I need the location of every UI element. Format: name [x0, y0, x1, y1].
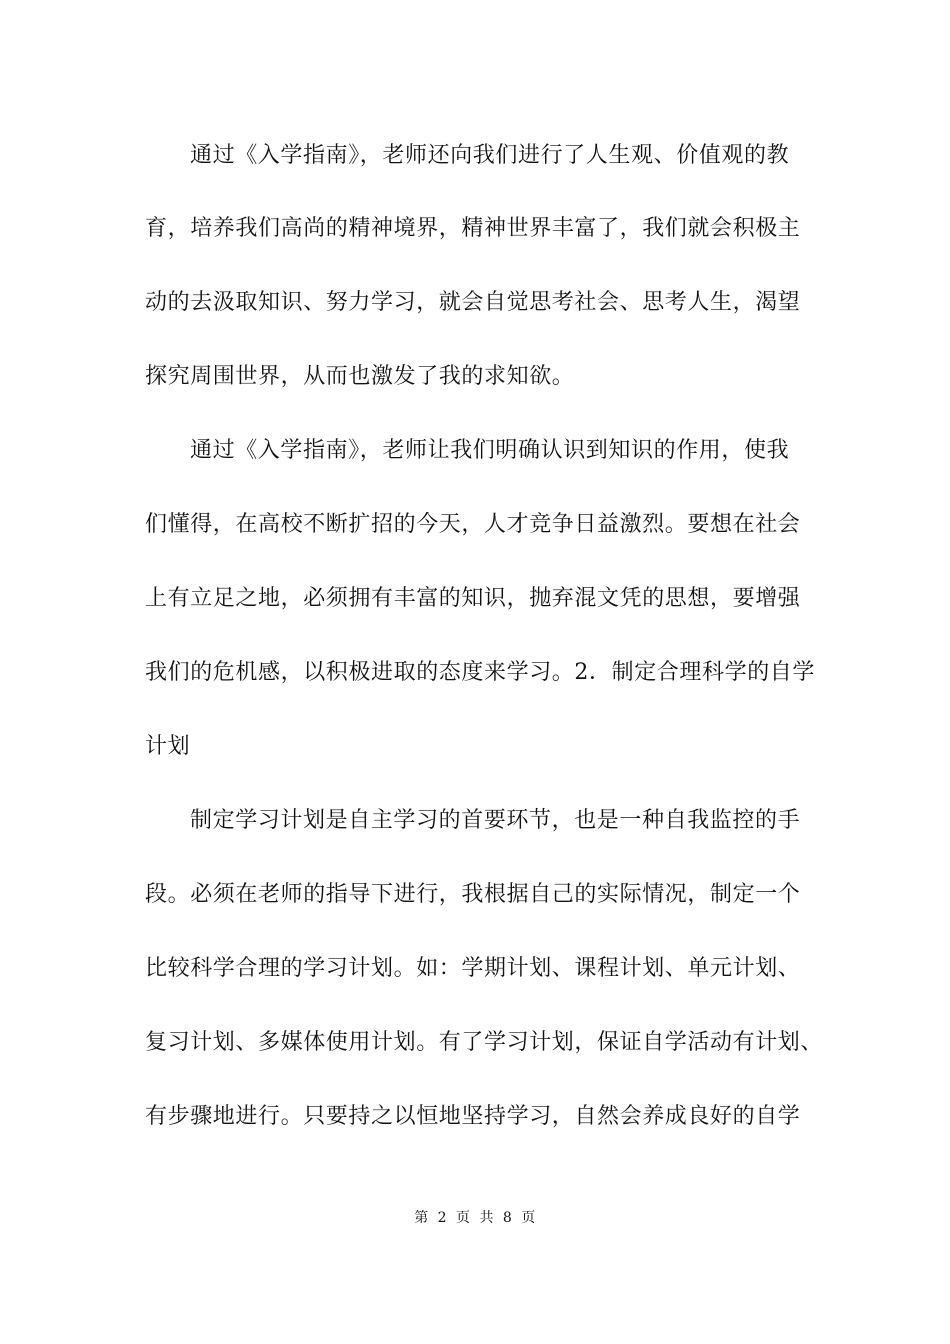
paragraph-3-line-3: 比较科学合理的学习计划。如：学期计划、课程计划、单元计划、	[145, 956, 801, 981]
paragraph-2-line-3: 上有立足之地，必须拥有丰富的知识，抛弃混文凭的思想，要增强	[145, 586, 801, 611]
paragraph-2-line-2: 们懂得，在高校不断扩招的今天，人才竞争日益激烈。要想在社会	[145, 512, 801, 537]
paragraph-2-line-1: 通过《入学指南》，老师让我们明确认识到知识的作用，使我	[190, 438, 790, 463]
page-footer	[0, 1208, 950, 1228]
footer-page-unit: 页	[456, 1210, 471, 1226]
footer-prefix: 第	[414, 1210, 429, 1226]
paragraph-1-line-3: 动的去汲取知识、努力学习，就会自觉思考社会、思考人生，渴望	[145, 290, 801, 315]
footer-total-unit: 页	[521, 1210, 536, 1226]
paragraph-3-line-2: 段。必须在老师的指导下进行，我根据自己的实际情况，制定一个	[145, 882, 801, 907]
paragraph-3-line-1: 制定学习计划是自主学习的首要环节，也是一种自我监控的手	[190, 808, 801, 833]
paragraph-1-line-2: 育，培养我们高尚的精神境界，精神世界丰富了，我们就会积极主	[145, 216, 801, 241]
paragraph-3-line-4: 复习计划、多媒体使用计划。有了学习计划，保证自学活动有计划、	[145, 1030, 824, 1055]
paragraph-1-line-1: 通过《入学指南》，老师还向我们进行了人生观、价值观的教	[190, 143, 790, 168]
paragraph-1-line-4: 探究周围世界，从而也激发了我的求知欲。	[145, 364, 575, 389]
footer-page-number: 2	[437, 1210, 448, 1226]
footer-total-prefix: 共	[479, 1210, 494, 1226]
paragraph-2-line-5: 计划	[145, 734, 191, 759]
paragraph-2-line-4: 我们的危机感，以积极进取的态度来学习。2．制定合理科学的自学	[145, 660, 815, 685]
footer-total-pages: 8	[502, 1210, 513, 1226]
paragraph-3-line-5: 有步骤地进行。只要持之以恒地坚持学习，自然会养成良好的自学	[145, 1104, 801, 1129]
